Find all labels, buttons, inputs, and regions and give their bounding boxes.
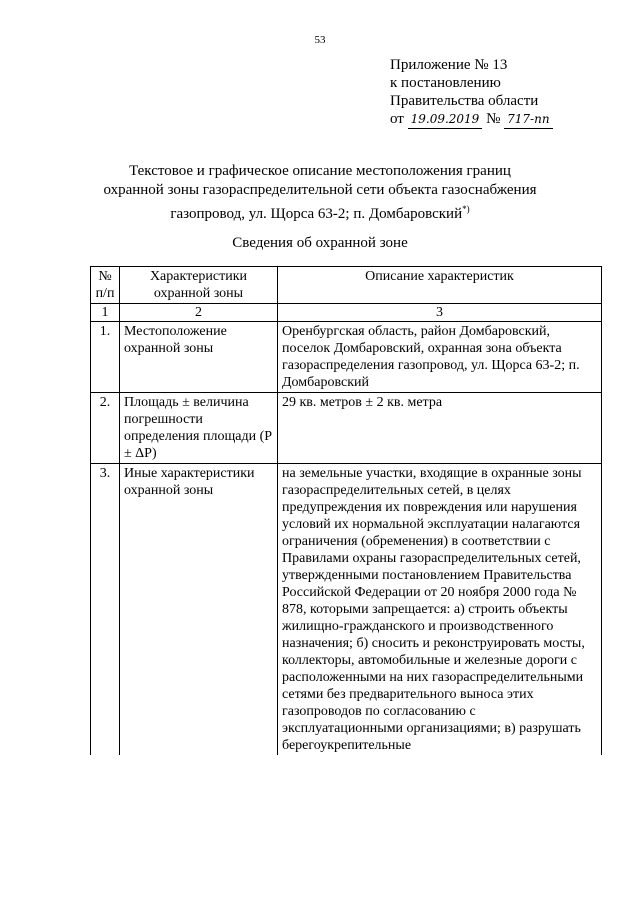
table-row (91, 393, 602, 464)
column-number-row (91, 304, 602, 322)
section-subtitle: Сведения об охранной зоне (232, 235, 408, 251)
appendix-block (390, 56, 553, 129)
row-characteristic: Иные характеристики охранной зоны (120, 464, 278, 756)
row-characteristic: Площадь ± величина погрешности определения площади (P ± ΔP) (120, 393, 278, 464)
document-title (0, 162, 640, 224)
header-number: № п/п (91, 267, 120, 304)
table-header-row (91, 267, 602, 304)
title-line-3 (0, 200, 640, 224)
title-line-3-text: газопровод, ул. Щорса 63-2; п. Домбаровский (170, 206, 463, 222)
number-sign: № (486, 111, 501, 127)
appendix-line-4 (390, 110, 553, 129)
footnote-mark: *) (462, 204, 470, 214)
table-row (91, 464, 602, 756)
row-description: 29 кв. метров ± 2 кв. метра (278, 393, 602, 464)
row-number: 3. (91, 464, 120, 756)
column-number-1: 1 (91, 304, 120, 322)
date-prefix: от (390, 111, 404, 127)
header-description: Описание характеристик (278, 267, 602, 304)
title-line-2: охранной зоны газораспределительной сети объекта газоснабжения (103, 182, 537, 198)
table-row (91, 322, 602, 393)
handwritten-number: 717-пп (504, 110, 552, 129)
protected-zone-table (90, 266, 602, 755)
row-characteristic: Местоположение охранной зоны (120, 322, 278, 393)
row-description: Оренбургская область, район Домбаровский, поселок Домбаровский, охранная зона объекта газораспределения газопровод, ул. Щорса 63-2; п. Домбаровский (278, 322, 602, 393)
column-number-2: 2 (120, 304, 278, 322)
header-characteristic: Характеристики охранной зоны (120, 267, 278, 304)
row-description: на земельные участки, входящие в охранные зоны газораспределительных сетей, в целях предупреждения их повреждения или нарушения условий их нормальной эксплуатации налагаются ограничения (обременения) в соответствии с Правилами охраны газораспределительных сетей, утвержденными постановлением Правительства Российской Федерации от 20 ноября 2000 года № 878, которыми запрещается: а) строить объекты жилищно-гражданского и производственного назначения; б) сносить и реконструировать мосты, коллекторы, автомобильные и железные дороги с расположенными на них газораспределительными сетями без предварительного выноса этих газопроводов по согласованию с эксплуатационными организациями; в) разрушать берегоукрепительные (278, 464, 602, 756)
appendix-line-1: Приложение № 13 (390, 57, 508, 73)
appendix-line-3: Правительства области (390, 93, 539, 109)
appendix-line-2: к постановлению (390, 75, 501, 91)
handwritten-date: 19.09.2019 (408, 110, 483, 129)
page-number: 53 (314, 34, 326, 46)
column-number-3: 3 (278, 304, 602, 322)
title-line-1: Текстовое и графическое описание местоположения границ (129, 163, 511, 179)
row-number: 1. (91, 322, 120, 393)
row-number: 2. (91, 393, 120, 464)
